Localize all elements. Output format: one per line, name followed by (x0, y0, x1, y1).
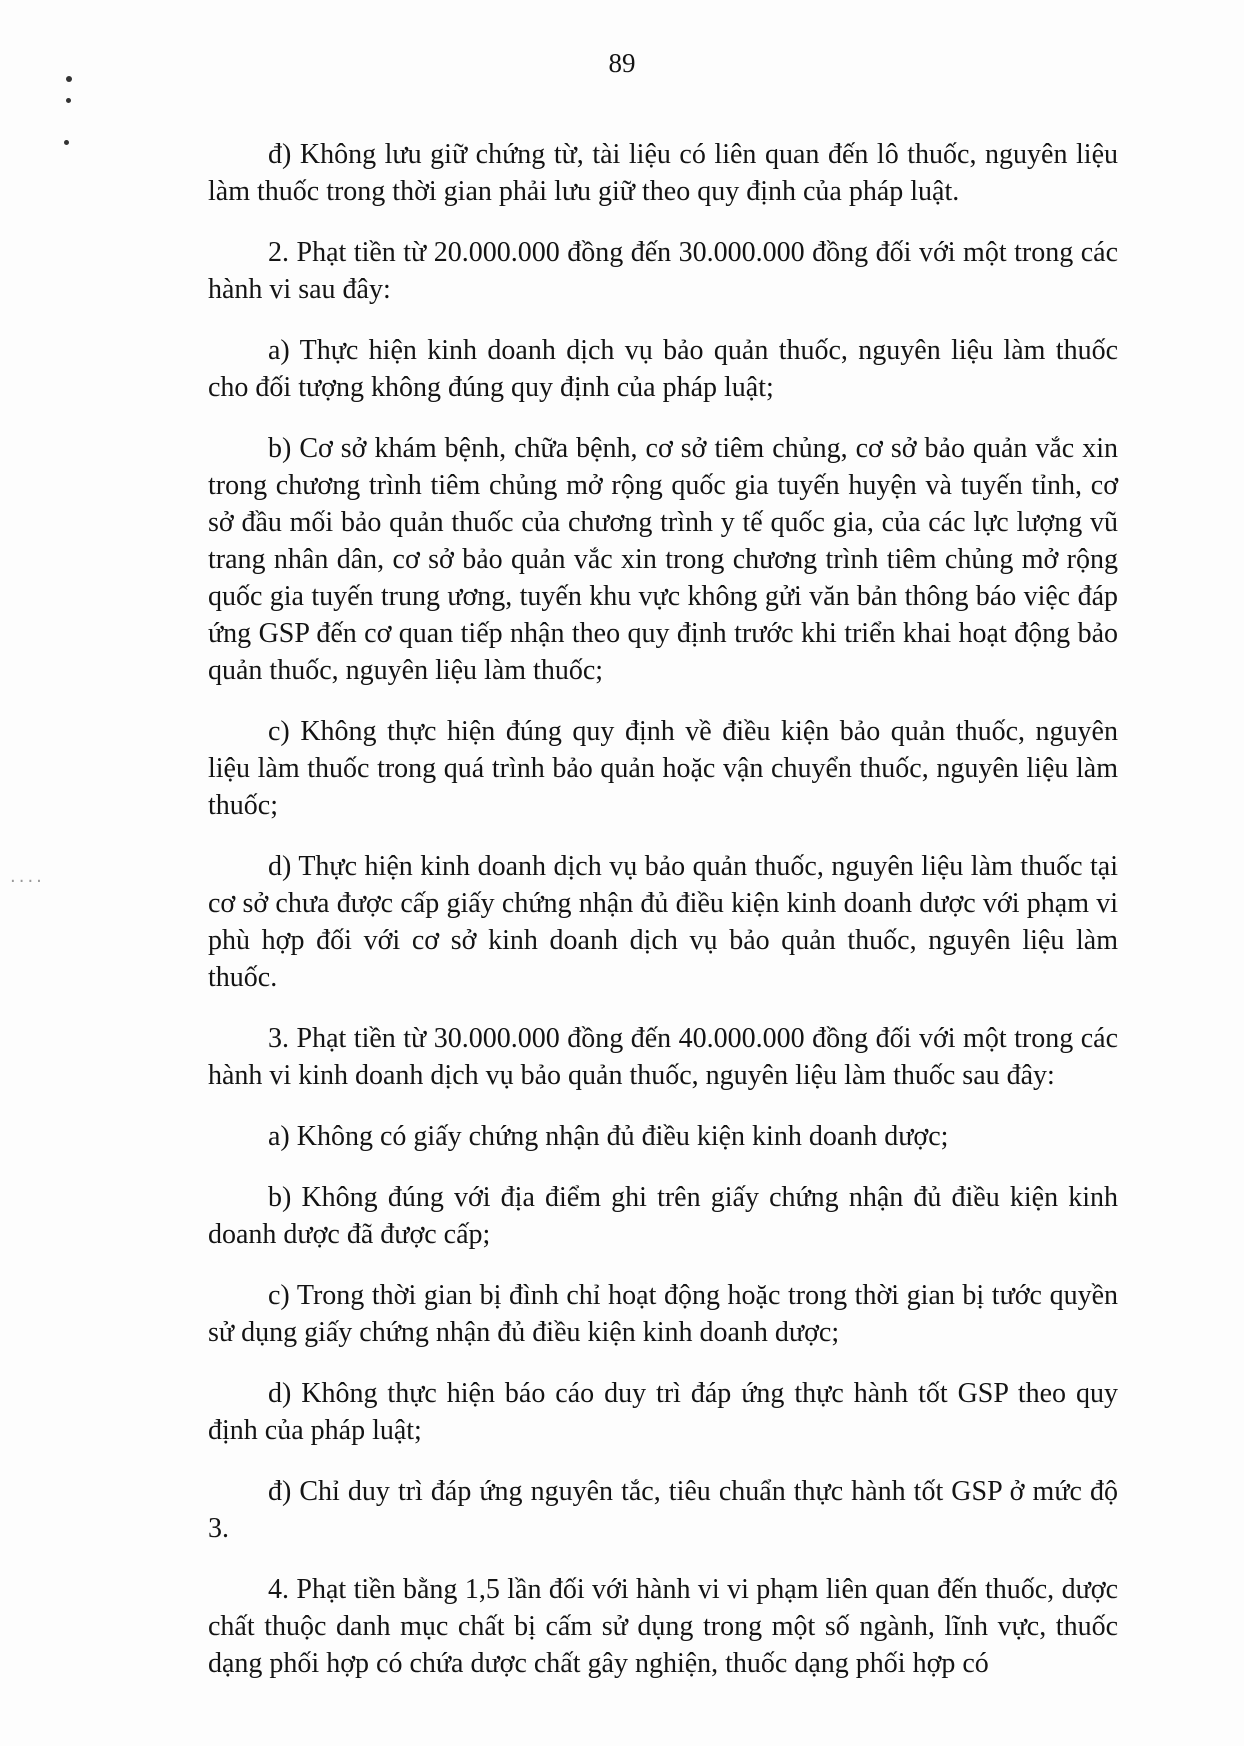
paragraph: đ) Chỉ duy trì đáp ứng nguyên tắc, tiêu chuẩn thực hành tốt GSP ở mức độ 3. (208, 1476, 1118, 1544)
paragraph: b) Cơ sở khám bệnh, chữa bệnh, cơ sở tiêm chủng, cơ sở bảo quản vắc xin trong chương trình tiêm chủng mở rộng quốc gia tuyến huyện và tuyến tỉnh, cơ sở đầu mối bảo quản thuốc của chương trình y tế quốc gia, của các lực lượng vũ trang nhân dân, cơ sở bảo quản vắc xin trong chương trình tiêm chủng mở rộng quốc gia tuyến trung ương, tuyến khu vực không gửi văn bản thông báo việc đáp ứng GSP đến cơ quan tiếp nhận theo quy định trước khi triển khai hoạt động bảo quản thuốc, nguyên liệu làm thuốc; (208, 433, 1118, 686)
paragraph: 2. Phạt tiền từ 20.000.000 đồng đến 30.000.000 đồng đối với một trong các hành vi sau đây: (208, 237, 1118, 305)
paragraph: b) Không đúng với địa điểm ghi trên giấy chứng nhận đủ điều kiện kinh doanh dược đã được cấp; (208, 1182, 1118, 1250)
paragraph: d) Không thực hiện báo cáo duy trì đáp ứng thực hành tốt GSP theo quy định của pháp luật; (208, 1378, 1118, 1446)
scan-dots: .... (10, 866, 45, 887)
paragraph: 3. Phạt tiền từ 30.000.000 đồng đến 40.000.000 đồng đối với một trong các hành vi kinh doanh dịch vụ bảo quản thuốc, nguyên liệu làm thuốc sau đây: (208, 1023, 1118, 1091)
paragraph: a) Thực hiện kinh doanh dịch vụ bảo quản thuốc, nguyên liệu làm thuốc cho đối tượng không đúng quy định của pháp luật; (208, 335, 1118, 403)
paragraph: a) Không có giấy chứng nhận đủ điều kiện kinh doanh dược; (268, 1121, 949, 1152)
scan-speck (64, 140, 69, 145)
paragraph: c) Không thực hiện đúng quy định về điều kiện bảo quản thuốc, nguyên liệu làm thuốc trong quá trình bảo quản hoặc vận chuyển thuốc, nguyên liệu làm thuốc; (208, 716, 1118, 821)
paragraph: c) Trong thời gian bị đình chỉ hoạt động hoặc trong thời gian bị tước quyền sử dụng giấy chứng nhận đủ điều kiện kinh doanh dược; (208, 1280, 1118, 1348)
paragraph: đ) Không lưu giữ chứng từ, tài liệu có liên quan đến lô thuốc, nguyên liệu làm thuốc trong thời gian phải lưu giữ theo quy định của pháp luật. (208, 139, 1118, 207)
paragraph: d) Thực hiện kinh doanh dịch vụ bảo quản thuốc, nguyên liệu làm thuốc tại cơ sở chưa được cấp giấy chứng nhận đủ điều kiện kinh doanh dược với phạm vi phù hợp đối với cơ sở kinh doanh dịch vụ bảo quản thuốc, nguyên liệu làm thuốc. (208, 851, 1118, 993)
scan-speck (66, 98, 71, 103)
scan-speck (66, 76, 72, 82)
paragraph: 4. Phạt tiền bằng 1,5 lần đối với hành vi vi phạm liên quan đến thuốc, dược chất thuộc danh mục chất bị cấm sử dụng trong một số ngành, lĩnh vực, thuốc dạng phối hợp có chứa dược chất gây nghiện, thuốc dạng phối hợp có (208, 1574, 1118, 1679)
page-number: 89 (608, 48, 636, 78)
document-body (208, 136, 1118, 1706)
